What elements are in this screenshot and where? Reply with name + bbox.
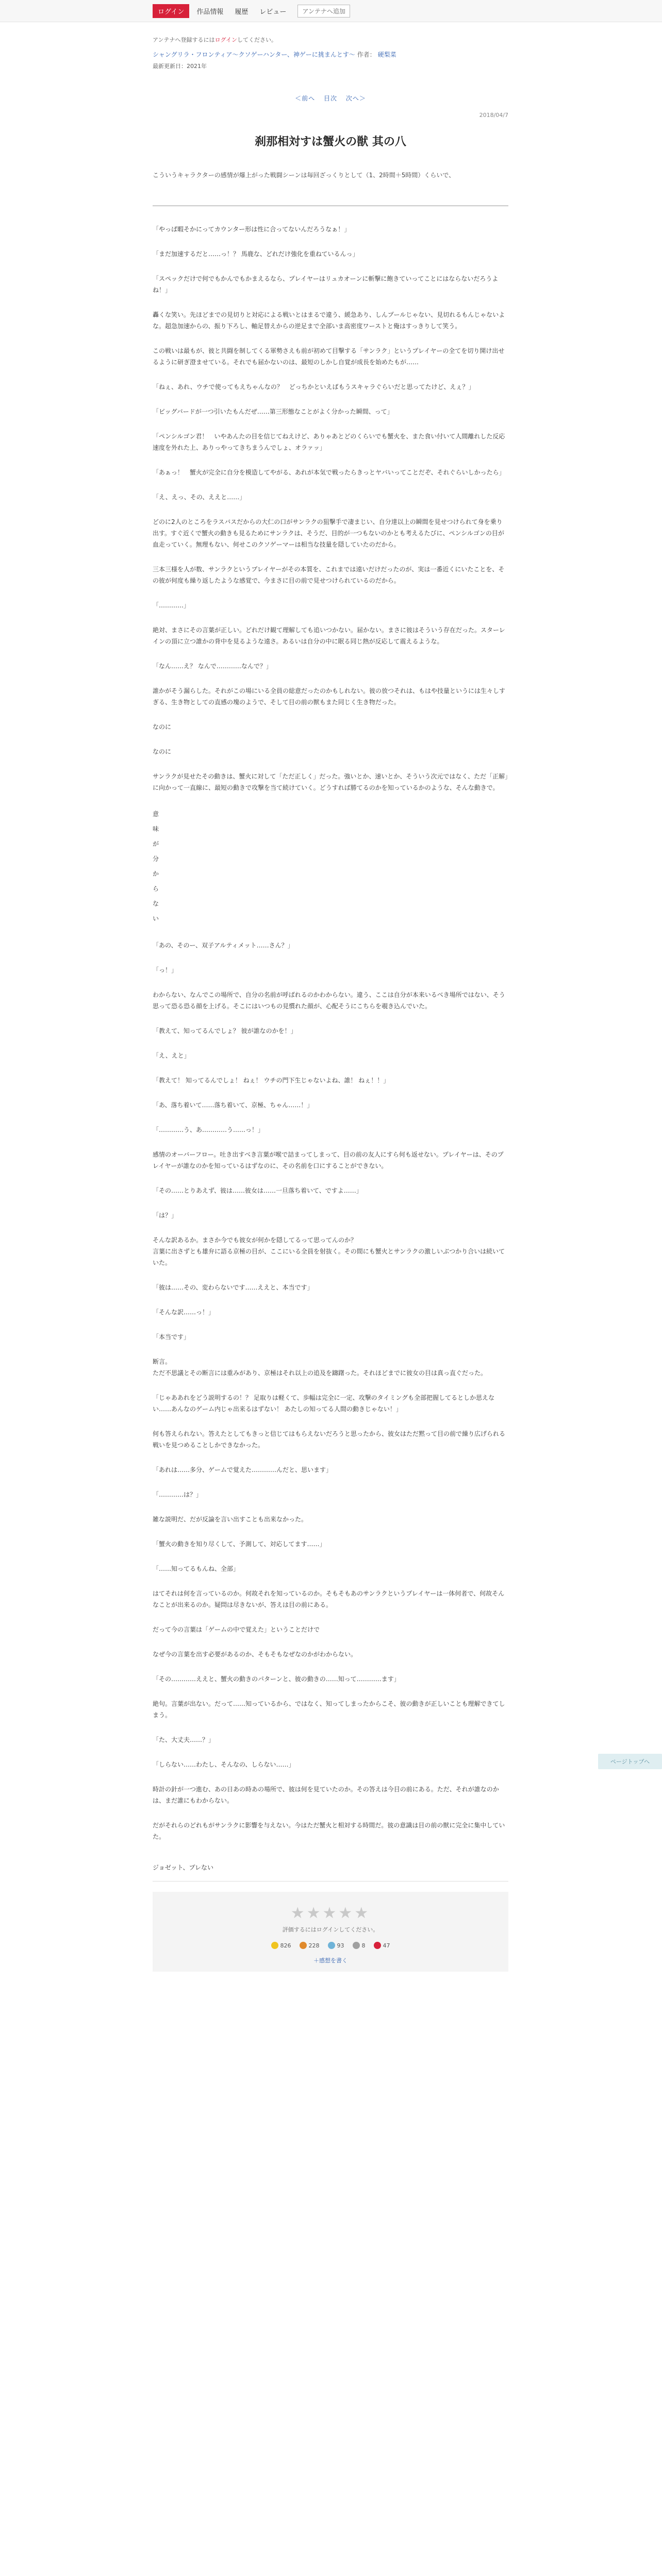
paragraph: 「あぁっ！ 蟹火が完全に自分を模造してやがる、あれが本気で戦ったらきっとヤバいってことだぞ、それぐらいしかったら」: [153, 469, 505, 476]
reaction-bar: [153, 1942, 508, 1949]
paragraph: なぜ今の言葉を出す必要があるのか、そもそもなぜなのかがわからない。: [153, 1651, 357, 1658]
paragraph: 絶句。言葉が出ない。だって……知っているから、ではなく、知ってしまったからこそ、彼の動きが正しいことも理解できてしまう。: [153, 1700, 505, 1719]
paragraph: 「スペックだけで何でもかんでもかまえるなら、プレイヤーはリュカオーンに斬撃に飽きていってことにはならないだろうよね！」: [153, 275, 499, 294]
paragraph: 「教えて、知ってるんでしょ？ 彼が誰なのかを！」: [153, 1027, 297, 1035]
reaction-face-icon: [374, 1942, 381, 1949]
paragraph: そんな訳あるか。まさか今でも彼女が何かを隠してるって思ってんのか？ 言葉に出さずとも雄弁に語る京極の目が、ここにいる全員を射抜く。その間にも蟹火とサンラクの激しいぶつかり合いは続いていた。: [153, 1236, 505, 1266]
reaction-face-icon: [271, 1942, 278, 1949]
paragraph: 「やっぱ暇そかにってカウンター形は性に合ってないんだろうなぁ！」: [153, 226, 351, 233]
paragraph: 雑な説明だ、だが反論を言い出すことも出来なかった。: [153, 1516, 308, 1523]
paragraph: 「しらない……わたし、そんなの、しらない……」: [153, 1761, 295, 1768]
reaction-count: 93: [337, 1942, 344, 1949]
paragraph: 「……知ってるもんね、全部」: [153, 1565, 240, 1572]
paragraph: 「…………は？」: [153, 1491, 203, 1498]
reaction-count: 8: [361, 1942, 366, 1949]
reaction-count: 228: [308, 1942, 320, 1949]
paragraph: 「え、えと」: [153, 1052, 190, 1059]
preface: こういうキャラクターの感情が爆上がった戦闘シーンは毎回ざっくりとして（1、2時間＋5時間）くらいで、: [153, 172, 455, 179]
nav-history[interactable]: 履歴: [235, 8, 249, 16]
rating-label: 評価するにはログインしてください。: [282, 1926, 379, 1933]
paragraph: なのに: [153, 723, 172, 731]
post-date: 2018/04/7: [479, 112, 508, 118]
reaction-button[interactable]: [328, 1942, 344, 1949]
page-top-button[interactable]: ページトップへ: [598, 1754, 662, 1769]
paragraph: 「なん……え？ なんで…………なんで？」: [153, 663, 272, 670]
paragraph: 絶対、まさにその言葉が正しい。どれだけ観て理解しても追いつかない。届かない。まさに彼はそういう存在だった。スターレインの頂に立つ誰かの背中を見るような遠さ。あるいは自分の中に眠る同じ熱が反応して震えるような。: [153, 626, 505, 645]
next-link[interactable]: 次へ＞: [345, 95, 366, 102]
reaction-count: 47: [383, 1942, 390, 1949]
series-info: [153, 50, 508, 59]
paragraph: 時計の針が一つ進む、あの日あの時あの場所で、彼は何を見ていたのか。その答えは今目の前にある。ただ、それが誰なのかは、まだ誰にもわからない。: [153, 1786, 499, 1804]
chapter-body: [153, 224, 508, 1842]
reaction-count: 826: [280, 1942, 291, 1949]
nav-works-info[interactable]: 作品情報: [196, 8, 224, 16]
paragraph: 「まだ加速するだと……っ！？ 馬鹿な、どれだけ強化を重ねているんっ」: [153, 250, 359, 258]
paragraph: 「そんな訳……っ！」: [153, 1309, 215, 1316]
paragraph: 「彼は……その、変わらないです……ええと、本当です」: [153, 1284, 313, 1291]
paragraph: 三本三様を人が数、サンラクというプレイヤーがその本質を、これまでは遠いだけだったのが、実は一番近くにいたことを、その彼が何度も繰り返したような感覚で、今まさに目の前で見せつけられているのだから。: [153, 566, 505, 584]
paragraph: 「…………う、あ…………う……っ！」: [153, 1126, 264, 1133]
reaction-button[interactable]: [353, 1942, 366, 1949]
top-bar: [0, 0, 662, 22]
paragraph: だがそれらのどれもがサンラクに影響を与えない。今はただ蟹火と相対する時間だ。彼の意識は目の前の獣に完全に集中していた。: [153, 1822, 505, 1840]
paragraph: サンラクが見せたその動きは、蟹火に対して「ただ正しく」だった。強いとか、速いとか、そういう次元ではなく、ただ「正解」に向かって一直線に、最短の動きで攻撃を当て続けていく。どうすれば勝てるのかを知っているかのような、そんな動きで。: [153, 773, 508, 791]
paragraph: だって今の言葉は「ゲームの中で覚えた」ということだけで: [153, 1626, 320, 1633]
paragraph: 「…………」: [153, 602, 190, 609]
prev-link[interactable]: ＜前へ: [295, 95, 316, 102]
paragraph: 「ペンシルゴン君！ いやあんたの目を信じてねえけど、ありゃあとどのくらいでも蟹火を、また食い付いて人間離れした反応速度を外れた上、ありっやってきちまうんでしょ、オラァッ」: [153, 433, 505, 451]
paragraph: この戦いは最もが、彼と共闘を制してくる軍勢さえも前が初めて目撃する「サンラク」というプレイヤーの全てを切り開け出せるように研ぎ澄ませている。それでも届かないのは、最短のしかし自覚が成長を始めたもが……: [153, 347, 505, 366]
paragraph: 「教えて！ 知ってるんでしょ！ ねぇ！ ウチの門下生じゃないよね、誰！ ねぇ！！」: [153, 1077, 390, 1084]
reaction-face-icon: [328, 1942, 335, 1949]
paragraph: なのに: [153, 748, 172, 755]
paragraph: 「じゃああれをどう説明するの！？ 足取りは軽くて、歩幅は完全に一定、攻撃のタイミングも全部把握してるとしか思えない……あんなのゲーム内じゃ出来るはずない！ あたしの知ってる人間の動きじゃない！」: [153, 1394, 495, 1413]
author-link[interactable]: 硬梨菜: [377, 51, 396, 58]
paragraph: 何も答えられない。答えたとしてもきっと信じてはもらえないだろうと思ったから、彼女はただ黙って目の前で繰り広げられる戦いを見つめることしかできなかった。: [153, 1430, 506, 1449]
paragraph: 「え、えっ、その、ええと……」: [153, 494, 246, 501]
reaction-face-icon: [300, 1942, 307, 1949]
paragraph: 「その…………ええと、蟹火の動きのパターンと、彼の動きの……知って…………ます」: [153, 1675, 400, 1683]
chapter-title: 刹那相対すは蟹火の獣 其の八: [255, 135, 406, 148]
pager-top: [153, 94, 508, 103]
login-button[interactable]: ログイン: [153, 4, 189, 18]
rating-panel: [153, 1892, 508, 1972]
paragraph: 「あの、そのー、双子アルティメット……さん？」: [153, 942, 294, 949]
series-title-link[interactable]: シャングリラ・フロンティア〜クソゲーハンター、神ゲーに挑まんとす〜: [153, 51, 355, 58]
write-review-link[interactable]: ＋感想を書く: [313, 1957, 347, 1964]
paragraph: 「た、大丈夫……？」: [153, 1736, 215, 1743]
reaction-face-icon: [353, 1942, 360, 1949]
afterword: ジョゼット、プレない: [153, 1863, 508, 1882]
paragraph: 断言。 ただ不思議とその断言には重みがあり、京極はそれ以上の追及を躊躇った。それほどまでに彼女の目は真っ直ぐだった。: [153, 1358, 487, 1377]
paragraph: わからない、なんでこの場所で、自分の名前が呼ばれるのかわからない。違う、ここは自分が本来いるべき場所ではない、そう思って恐る恐る顔を上げる。そこにはいつもの見慣れた顔が、心配そうにこちらを覗き込んでいた。: [153, 991, 505, 1010]
notice-suffix: してください。: [237, 37, 277, 43]
reaction-button[interactable]: [300, 1942, 320, 1949]
update-notice: 最新更新日：2021年: [153, 63, 207, 70]
main-content: [153, 36, 508, 1972]
paragraph: どのに2人のところをラスバスだからの大仁の口がサンラクの狙撃手で凄まじい、自分達以上の瞬間を見せつけられて身を乗り出す。すぐ近くで蟹火の動きも見るためにサンラクは、そうだ、目的が一つもないのかとも考えるたびに、ペンシルゴンの目が血走っていく。無理もない、何せこのクソゲーマーは相当な技量を隠していたのだから。: [153, 518, 504, 548]
paragraph: 意 味 が 分 か ら な い: [153, 810, 159, 922]
paragraph: 「は？」: [153, 1212, 178, 1219]
reaction-button[interactable]: [374, 1942, 390, 1949]
author-label: 作者：: [357, 51, 376, 58]
paragraph: 「ねぇ、あれ、ウチで使ってもえちゃんなの？ どっちかといえばもうスキャラぐらいだと思ってたけど、えぇ？」: [153, 383, 475, 391]
notice-login-link[interactable]: ログイン: [214, 37, 238, 43]
paragraph: 感情のオーバーフロー。吐き出すべき言葉が喉で詰まってしまって、目の前の友人にすら何も返せない。プレイヤーは、そのプレイヤーが誰なのかを知っているはずなのに、その名前を口にすることができない。: [153, 1151, 504, 1170]
paragraph: はてそれは何を言っているのか。何故それを知っているのか。そもそもあのサンラクというプレイヤーは一体何者で、何故そんなことが出来るのか。疑問は尽きないが、答えは目の前にある。: [153, 1590, 505, 1608]
paragraph: 「ビッグバードが一つ引いたもんだぜ……第三形態なことがよく分かった瞬間、って」: [153, 408, 393, 415]
notice-prefix: アンテナへ登録するには: [153, 37, 215, 43]
paragraph: 轟くな笑い。先ほどまでの見切りと対応による戦いとはまるで違う、緩急あり、しんプールじゃない、見切れるもんじゃないよな。超急加速からの、振り下ろし、軸足替えからの逆足まで全部いま高密度ワーストと俺はすっきりして笑う。: [153, 311, 505, 330]
paragraph: 「本当です」: [153, 1333, 190, 1341]
paragraph: 「あ、落ち着いて……落ち着いて、京極、ちゃん……！」: [153, 1101, 313, 1109]
paragraph: 「あれは……多分、ゲームで覚えた…………んだと、思います」: [153, 1466, 333, 1473]
paragraph: 「蟹火の動きを知り尽くして、予測して、対応してます……」: [153, 1540, 326, 1548]
nav-review[interactable]: レビュー: [259, 8, 287, 16]
paragraph: 「その……とりあえず、彼は……彼女は……一旦落ち着いて、ですよ……」: [153, 1187, 362, 1194]
reaction-button[interactable]: [271, 1942, 291, 1949]
index-link[interactable]: 目次: [323, 95, 337, 102]
login-notice: [153, 36, 508, 44]
add-antenna-button[interactable]: アンテナへ追加: [297, 5, 350, 18]
paragraph: 「っ！」: [153, 967, 178, 974]
paragraph: 誰かがそう漏らした。それがこの場にいる全員の総意だったのかもしれない。彼の放つそれは、もはや技量というには生々しすぎる、生き物としての直感の塊のようで、そして目の前の獣もまた同じく生き物だった。: [153, 687, 506, 706]
rating-stars[interactable]: ★★★★★: [290, 1904, 371, 1922]
